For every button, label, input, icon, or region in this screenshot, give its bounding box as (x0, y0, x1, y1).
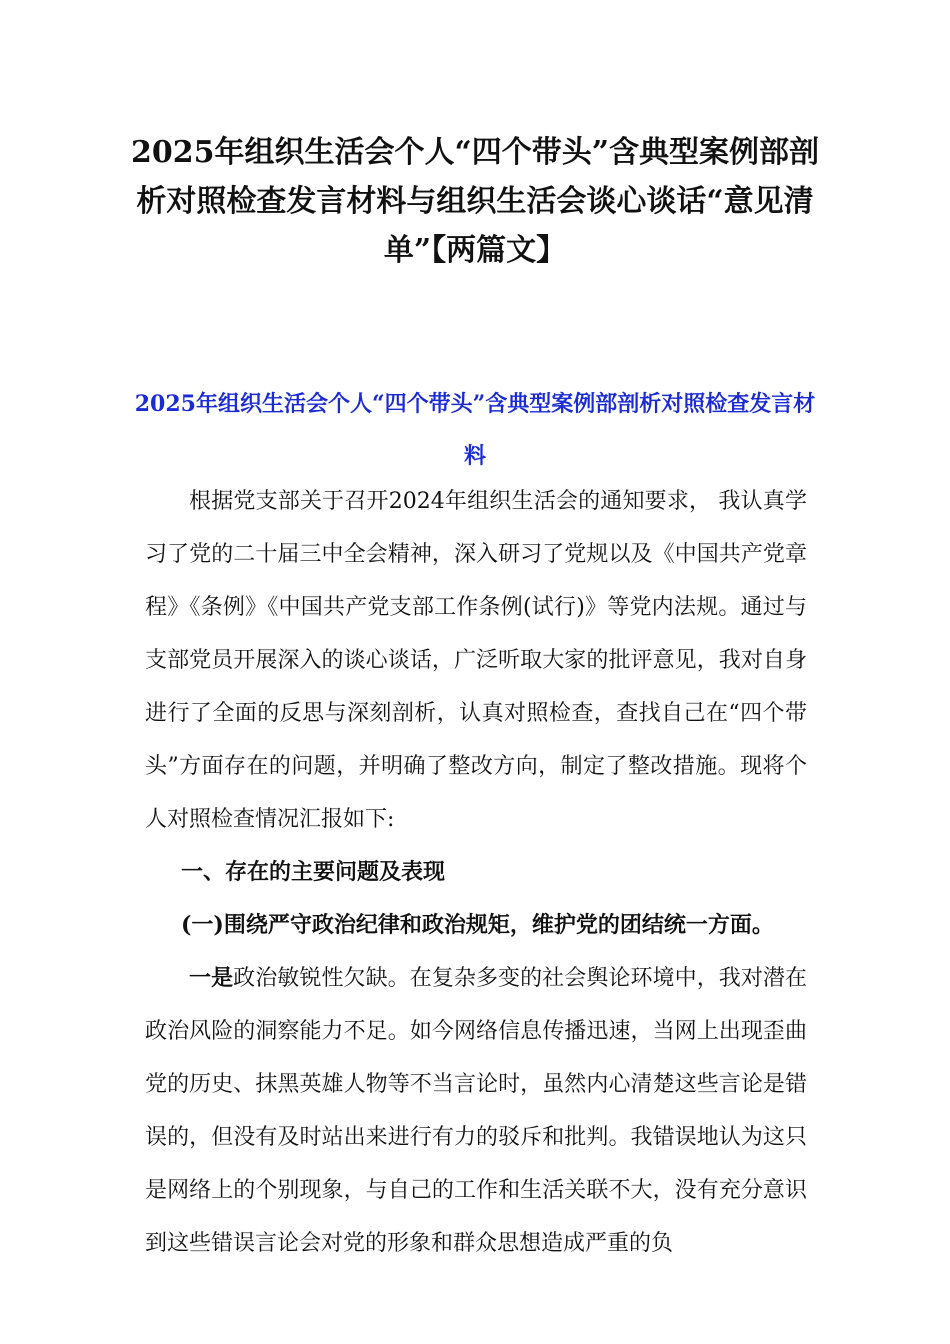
document-body (145, 475, 807, 1270)
point-text: 政治敏锐性欠缺。在复杂多变的社会舆论环境中，我对潜在政治风险的洞察能力不足。如今网络信息传播迅速，当网上出现歪曲党的历史、抹黑英雄人物等不当言论时，虽然内心清楚这些言论是错误的，但没有及时站出来进行有力的驳斥和批判。我错误地认为这只是网络上的个别现象，与自己的工作和生活关联不大，没有充分意识到这些错误言论会对党的形象和群众思想造成严重的负 (145, 966, 807, 1256)
point-paragraph (145, 952, 807, 1270)
subsection-heading: (一)围绕严守政治纪律和政治规矩，维护党的团结统一方面。 (181, 912, 774, 938)
point-lead: 一是 (189, 965, 234, 991)
section-heading: 一、存在的主要问题及表现 (181, 859, 446, 885)
article-title: 2025年组织生活会个人“四个带头”含典型案例部剖析对照检查发言材料 (134, 391, 816, 469)
document-title: 2025年组织生活会个人“四个带头”含典型案例部剖析对照检查发言材料与组织生活会谈心谈话“意见清单”【两篇文】 (130, 135, 819, 268)
intro-paragraph: 根据党支部关于召开2024年组织生活会的通知要求， 我认真学习了党的二十届三中全会精神，深入研习了党规以及《中国共产党章程》《条例》《中国共产党支部工作条例(试行)》等党内法规。通过与支部党员开展深入的谈心谈话，广泛听取大家的批评意见，我对自身进行了全面的反思与深刻剖析，认真对照检查，查找自己在“四个带头”方面存在的问题，并明确了整改方向，制定了整改措施。现将个人对照检查情况汇报如下: (145, 489, 807, 832)
